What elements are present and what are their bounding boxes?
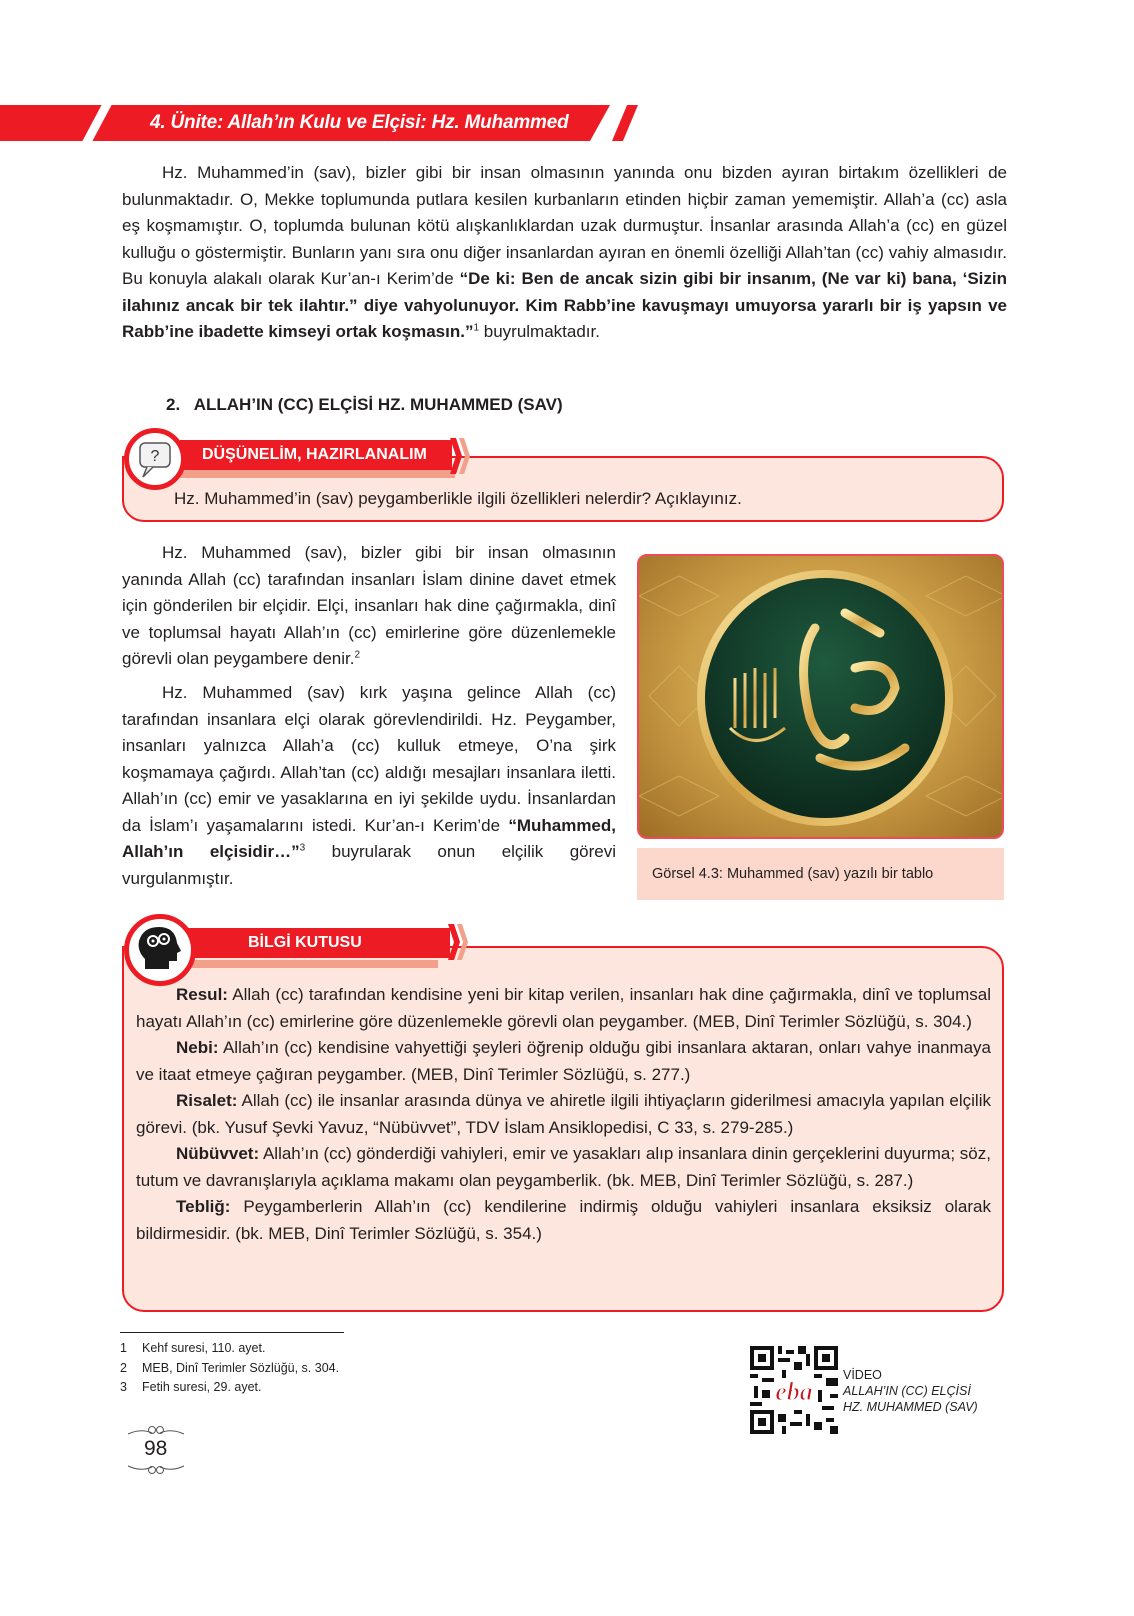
info-definition: Allah (cc) ile insanlar arasında dünya ve ahiretle ilgili ihtiyaçların giderilmesi amacıyla yapılan elçilik görevi. (bk. Yusuf Şevki Yavuz, “Nübüvvet”, TDV İslam Ansiklopedisi, C 33, s. 279-285.) bbox=[136, 1091, 991, 1137]
banner-tail bbox=[612, 105, 638, 141]
think-header-shadow bbox=[180, 470, 455, 478]
think-box-title: DÜŞÜNELİM, HAZIRLANALIM bbox=[202, 446, 427, 463]
info-term: Nebi: bbox=[176, 1038, 219, 1057]
info-definition: Peygamberlerin Allah’ın (cc) kendilerine indirmiş olduğu vahiyleri insanlara eksiksiz olarak bildirmesidir. (bk. MEB, Dinî Terimler Sözlüğü, s. 354.) bbox=[136, 1197, 991, 1243]
footnote-ref-1[interactable]: 1 bbox=[473, 322, 480, 334]
info-entry-nebi bbox=[136, 1035, 991, 1088]
footnotes bbox=[120, 1339, 339, 1398]
question-speech-bubble-icon bbox=[129, 433, 181, 485]
video-title-line-1: ALLAH’IN (CC) ELÇİSİ bbox=[843, 1384, 971, 1398]
head-gears-icon bbox=[129, 919, 191, 981]
intro-ending: buyrulmaktadır. bbox=[479, 322, 600, 341]
body-paragraph-2 bbox=[122, 680, 616, 892]
unit-title: 4. Ünite: Allah’ın Kulu ve Elçisi: Hz. Muhammed bbox=[150, 112, 569, 133]
think-box-header bbox=[180, 440, 452, 470]
intro-quote: “De ki: Ben de ancak sizin gibi bir insanım, (Ne var ki) bana, ‘Sizin ilahınız ancak bir tek ilahtır.” diye vahyolunuyor. Kim Rabb’ine kavuşmayı umuyorsa yararlı bir iş yapsın ve Rabb’ine ibadette kimseyi ortak koşmasın.” bbox=[122, 269, 1008, 341]
info-definition: Allah’ın (cc) gönderdiği vahiyleri, emir ve yasakları alıp insanlara dinin gerçeklerini duyurma; söz, tutum ve davranışlarıyla açıklama makamı olan peygamberlik. (bk. MEB, Dinî Terimler Sözlüğü, s. 287.) bbox=[136, 1144, 991, 1190]
info-term: Tebliğ: bbox=[176, 1197, 231, 1216]
info-definition: Allah (cc) tarafından kendisine yeni bir kitap verilen, insanları hak dine çağırmakla, dinî ve toplumsal hayatı Allah’ın (cc) emirlerine göre düzenlemekle görevli olan peygamber. (MEB, Dinî Terimler Sözlüğü, s. 304.) bbox=[136, 985, 991, 1031]
footnote-item bbox=[120, 1339, 339, 1359]
info-entry-teblig bbox=[136, 1194, 991, 1247]
info-header-shadow bbox=[180, 960, 438, 968]
svg-text:eba: eba bbox=[775, 1377, 813, 1406]
body-paragraph-1 bbox=[122, 540, 616, 673]
footnote-text: MEB, Dinî Terimler Sözlüğü, s. 304. bbox=[142, 1360, 340, 1375]
footnote-item bbox=[120, 1378, 339, 1398]
info-term: Risalet: bbox=[176, 1091, 238, 1110]
info-box-header bbox=[180, 928, 450, 958]
figure-caption: Görsel 4.3: Muhammed (sav) yazılı bir tablo bbox=[637, 848, 1004, 900]
footnote-item bbox=[120, 1359, 339, 1379]
intro-text: Hz. Muhammed’in (sav), bizler gibi bir insan olmasının yanında onu bizden ayıran birtakım özellikleri de bulunmaktadır. O, Mekke toplumunda putlara kesilen kurbanların etinden hiçbir zaman yememiştir. Allah’a (cc) asla eş koşmamıştır. O, toplumda bulunan kötü alışkanlıklardan uzak durmuştur. İnsanlar arasında Allah’a (cc) en güzel kulluğu o göstermiştir. Bunların yanı sıra onu diğer insanlardan ayıran en önemli özelliği Allah’tan (cc) vahiy almasıdır. Bu konuyla alakalı olarak Kur’an-ı Kerim’de bbox=[122, 163, 1007, 288]
qr-code-icon bbox=[750, 1346, 838, 1434]
video-label: VİDEO bbox=[843, 1368, 882, 1382]
page-number: 98 bbox=[144, 1437, 168, 1460]
chevron-stripes-icon bbox=[450, 438, 472, 474]
footnote-ref-2[interactable]: 2 bbox=[354, 649, 361, 661]
footnote-divider bbox=[120, 1332, 344, 1333]
svg-text:?: ? bbox=[150, 448, 160, 465]
footnote-number: 3 bbox=[120, 1380, 127, 1394]
info-term: Resul: bbox=[176, 985, 228, 1004]
info-term: Nübüvvet: bbox=[176, 1144, 260, 1163]
ornament-bottom-icon bbox=[126, 1462, 186, 1476]
body-paragraph-1-text: Hz. Muhammed (sav), bizler gibi bir insan olmasının yanında Allah (cc) tarafından insanları İslam dinine davet etmek için gönderilen bir elçidir. Elçi, insanları hak dine çağırmakla, dinî ve toplumsal hayatı Allah’ın (cc) emirlerine göre düzenlemekle görevli olan peygambere denir. bbox=[122, 543, 616, 668]
info-box-title: BİLGİ KUTUSU bbox=[248, 934, 362, 951]
body-paragraph-2-ending: buyrularak onun elçilik görevi vurgulanmıştır. bbox=[122, 842, 617, 888]
ornament-top-icon bbox=[126, 1424, 186, 1438]
body-paragraph-2-quote: “Muhammed, Allah’ın elçisidir…” bbox=[122, 815, 616, 861]
footnote-number: 2 bbox=[120, 1360, 127, 1375]
info-entry-resul bbox=[136, 982, 991, 1035]
calligraphy-image bbox=[637, 554, 1004, 839]
info-entry-nubuvvet bbox=[136, 1141, 991, 1194]
section-heading: 2. ALLAH’IN (CC) ELÇİSİ HZ. MUHAMMED (SAV) bbox=[166, 395, 563, 414]
footnote-text: Fetih suresi, 29. ayet. bbox=[142, 1380, 262, 1394]
footnote-number: 1 bbox=[120, 1341, 127, 1355]
info-entry-risalet bbox=[136, 1088, 991, 1141]
calligraphy-medallion-icon bbox=[639, 556, 1004, 839]
think-icon-circle bbox=[124, 428, 186, 490]
unit-banner bbox=[0, 105, 660, 141]
video-qr-code[interactable] bbox=[750, 1346, 838, 1434]
chevron-stripes-icon bbox=[448, 924, 470, 960]
intro-paragraph bbox=[122, 160, 1007, 346]
footnote-text: Kehf suresi, 110. ayet. bbox=[142, 1341, 266, 1355]
info-definition: Allah’ın (cc) kendisine vahyettiği şeyleri öğrenip olduğu gibi insanlara aktaran, onları vahye inanmaya ve itaat etmeye çağıran peygamber. (MEB, Dinî Terimler Sözlüğü, s. 277.) bbox=[136, 1038, 991, 1084]
video-title-line-2: HZ. MUHAMMED (SAV) bbox=[843, 1400, 978, 1414]
info-entries bbox=[136, 982, 991, 1247]
info-icon-circle bbox=[124, 914, 196, 986]
think-question: Hz. Muhammed’in (sav) peygamberlikle ilgili özellikleri nelerdir? Açıklayınız. bbox=[174, 489, 742, 508]
footnote-ref-3[interactable]: 3 bbox=[299, 842, 306, 854]
body-paragraph-2-text: Hz. Muhammed (sav) kırk yaşına gelince Allah (cc) tarafından insanlara elçi olarak görevlendirildi. Hz. Peygamber, insanları yalnızca Allah’a (cc) kulluk etmeye, O’na şirk koşmamaya çağırdı. Allah’tan (cc) aldığı mesajları insanlara iletti. Allah’ın (cc) emir ve yasaklarına en iyi şekilde uydu. İnsanlardan da İslam’ı yaşamalarını istedi. Kur’an-ı Kerim’de bbox=[122, 683, 616, 835]
video-link[interactable] bbox=[843, 1367, 978, 1415]
